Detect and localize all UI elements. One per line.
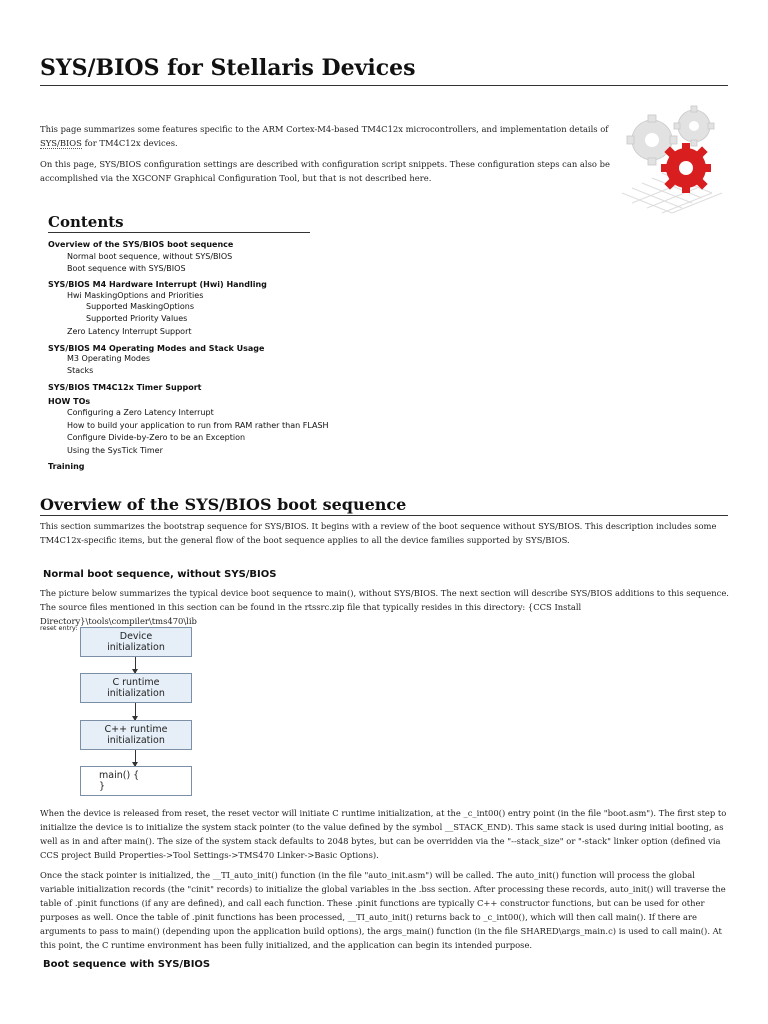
box-line: initialization: [107, 642, 165, 653]
toc-heading: Contents: [48, 213, 310, 233]
flow-arrow: [135, 750, 136, 766]
reset-entry-label: reset entry:: [40, 624, 78, 632]
intro-text-after: for TM4C12x devices.: [81, 138, 178, 148]
box-line: Device: [119, 631, 153, 642]
sysbios-link[interactable]: SYS/BIOS: [40, 138, 82, 148]
toc-item-run-from-ram[interactable]: How to build your application to run from RAM rather than FLASH: [67, 421, 329, 430]
toc-item-training[interactable]: Training: [48, 462, 85, 471]
bios-boot-heading: Boot sequence with SYS/BIOS: [43, 959, 211, 970]
normal-boot-heading: Normal boot sequence, without SYS/BIOS: [43, 569, 277, 580]
box-line: C runtime: [112, 677, 160, 688]
normal-boot-paragraph-2: When the device is released from reset, the reset vector will initiate C runtime initialization, at the _c_int00() entry point (in the file "boot.asm"). The first step to initialize the device is to initialize the system stack pointer (to the value defined by the symbol __STACK_END). This same stack is used during initial booting, as well as in and after main(). The size of the system stack defaults to 2048 bytes, but can be overridden via the "--stack_size" or "-stack" linker option (defined via CCS project Build Properties->Tool Settings->TMS470 Linker->Basic Options).: [40, 808, 727, 860]
toc-item-m3-modes[interactable]: M3 Operating Modes: [67, 354, 151, 363]
toc-item-hwi-masking[interactable]: Hwi MaskingOptions and Priorities: [67, 291, 204, 300]
toc-item-configure-zero-latency[interactable]: Configuring a Zero Latency Interrupt: [67, 408, 214, 417]
boot-sequence-diagram: [40, 624, 190, 799]
toc-item-priority-values[interactable]: Supported Priority Values: [86, 314, 188, 323]
toc-item-zero-latency[interactable]: Zero Latency Interrupt Support: [67, 327, 192, 336]
toc-item-stacks[interactable]: Stacks: [67, 366, 94, 375]
cpp-runtime-init-box: [80, 720, 192, 750]
intro-text-before: This page summarizes some features specific to the ARM Cortex-M4-based TM4C12x microcontrollers, and implementation details of: [40, 124, 609, 134]
intro-paragraph-1: [40, 122, 610, 150]
toc-item-overview[interactable]: Overview of the SYS/BIOS boot sequence: [48, 240, 234, 249]
gears-illustration-icon: [612, 98, 728, 218]
intro-paragraph-2: On this page, SYS/BIOS configuration settings are described with configuration script snippets. These configuration steps can also be accomplished via the XGCONF Graphical Configuration Tool, but that is not described here.: [40, 159, 610, 183]
toc-item-boot-sysbios[interactable]: Boot sequence with SYS/BIOS: [67, 264, 186, 273]
toc-item-divide-by-zero[interactable]: Configure Divide-by-Zero to be an Exception: [67, 433, 246, 442]
normal-boot-paragraph-3: Once the stack pointer is initialized, the __TI_auto_init() function (in the file "auto_init.asm") will be called. The auto_init() function will process the global variable initialization records (the "cinit" records) to initialize the global variables in the .bss section. After processing these records, auto_init() will traverse the table of .pinit functions (if any are defined), and call each function. These .pinit functions are typically C++ constructor functions, but can be used for other purposes as well. Once the table of .pinit functions has been processed, __TI_auto_init() returns back to _c_int00(), which will then call main(). If there are arguments to pass to main() (depending upon the application build options), the args_main() function (in the file SHARED\args_main.c) is used to call main(). At this point, the C runtime environment has been fully initialized, and the application can begin its intended purpose.: [40, 870, 726, 950]
toc-item-systick[interactable]: Using the SysTick Timer: [67, 446, 163, 455]
main-box: [80, 766, 192, 796]
overview-paragraph: This section summarizes the bootstrap sequence for SYS/BIOS. It begins with a review of the boot sequence without SYS/BIOS. This description includes some TM4C12x-specific items, but the general flow of the boot sequence applies to all the device families supported by SYS/BIOS.: [40, 521, 717, 545]
toc-item-hwi-handling[interactable]: SYS/BIOS M4 Hardware Interrupt (Hwi) Handling: [48, 280, 267, 289]
toc-item-operating-modes[interactable]: SYS/BIOS M4 Operating Modes and Stack Usage: [48, 344, 265, 353]
toc-item-normal-boot[interactable]: Normal boot sequence, without SYS/BIOS: [67, 252, 233, 261]
table-of-contents: [48, 213, 329, 471]
title-divider: [40, 85, 728, 86]
overview-heading: Overview of the SYS/BIOS boot sequence: [40, 495, 407, 514]
box-line: }: [99, 781, 106, 792]
toc-item-supported-masking[interactable]: Supported MaskingOptions: [86, 302, 195, 311]
box-line: main() {: [99, 770, 140, 781]
box-line: initialization: [107, 688, 165, 699]
box-line: C++ runtime: [104, 724, 168, 735]
overview-divider: [40, 515, 728, 516]
device-init-box: [80, 627, 192, 657]
box-line: initialization: [107, 735, 165, 746]
flow-arrow: [135, 703, 136, 720]
page-title: SYS/BIOS for Stellaris Devices: [40, 55, 416, 81]
toc-item-timer-support[interactable]: SYS/BIOS TM4C12x Timer Support: [48, 383, 202, 392]
flow-arrow: [135, 657, 136, 673]
normal-boot-paragraph-1: The picture below summarizes the typical device boot sequence to main(), without SYS/BIOS. The next section will describe SYS/BIOS additions to this sequence. The source files mentioned in this section can be found in the rtssrc.zip file that typically resides in this directory: {CCS Install Directory}\tools\compiler\tms470\lib: [40, 588, 729, 626]
toc-item-how-tos[interactable]: HOW TOs: [48, 397, 91, 406]
c-runtime-init-box: [80, 673, 192, 703]
